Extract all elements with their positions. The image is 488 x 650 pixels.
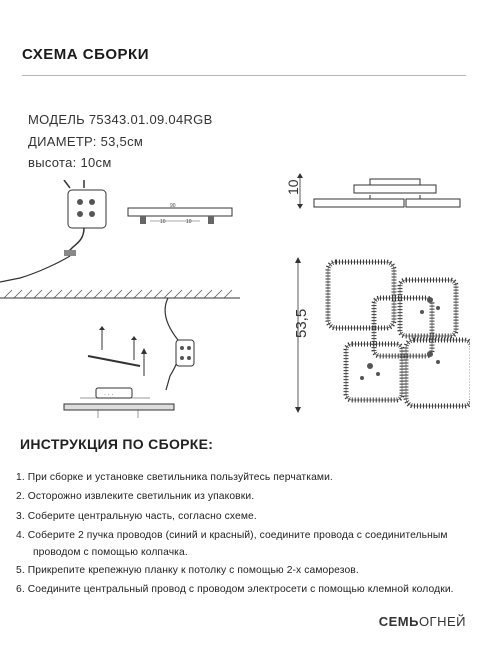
screw-icon	[99, 326, 137, 360]
instruction-step-continuation: проводом с помощью колпачка.	[33, 547, 188, 559]
diameter-dimension: 53,5	[293, 308, 310, 338]
instruction-step: 3. Соберите центральную часть, согласно схеме.	[16, 510, 257, 522]
plate-dim-right: 10	[186, 219, 192, 225]
brand-logo	[379, 614, 466, 629]
assembly-diagram	[0, 180, 250, 420]
connector-icon	[64, 180, 106, 228]
side-view-diagram	[270, 165, 470, 225]
arrow-up-icon	[141, 348, 147, 376]
instruction-step: 6. Соедините центральный провод с проводом электросети с помощью клемной колодки.	[16, 584, 454, 596]
instruction-step: 5. Прикрепите крепежную планку к потолку с помощью 2-х саморезов.	[16, 565, 359, 577]
instruction-steps	[16, 468, 476, 600]
instruction-step-line: 4. Соберите 2 пучка проводов (синий и красный), соедините провода с соединительным	[16, 529, 448, 541]
top-view-diagram	[270, 250, 470, 420]
terminal-block	[96, 388, 132, 398]
title-divider	[22, 75, 466, 76]
lamp-base	[64, 404, 174, 410]
svg-text:· · ·: · · ·	[104, 392, 114, 398]
connector-icon	[176, 340, 194, 366]
brand-part-bold: СЕМЬ	[378, 614, 419, 629]
instruction-step: 1. При сборке и установке светильника пользуйтесь перчатками.	[16, 472, 333, 483]
plate-dim-top: 90	[170, 203, 176, 209]
light-frames	[328, 262, 470, 406]
page-title: СХЕМА СБОРКИ	[22, 46, 149, 63]
height-spec: высота: 10см	[28, 155, 112, 170]
mounting-plate	[128, 203, 232, 225]
height-dimension: 10	[285, 179, 301, 195]
instruction-step: 2. Осторожно извлеките светильник из упаковки.	[16, 491, 255, 503]
model-number: МОДЕЛЬ 75343.01.09.04RGB	[28, 112, 213, 127]
instruction-step	[16, 526, 476, 561]
plate-dim-left: 10	[160, 219, 166, 225]
diameter-spec: ДИАМЕТР: 53,5см	[28, 134, 144, 149]
ceiling-hatch-icon	[0, 290, 240, 298]
brand-part-light: ОГНЕЙ	[418, 614, 466, 629]
instructions-heading: ИНСТРУКЦИЯ ПО СБОРКЕ:	[20, 436, 214, 452]
